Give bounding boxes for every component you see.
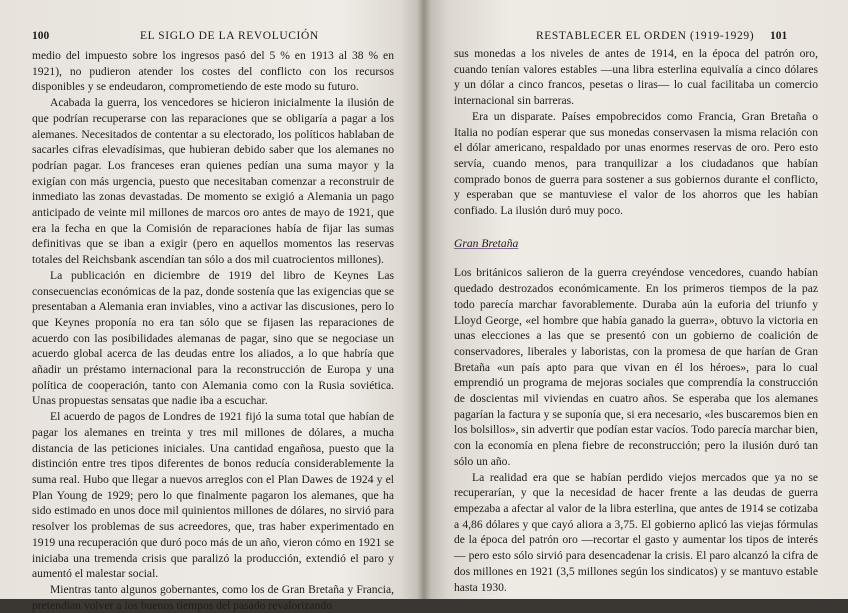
right-page-body bbox=[454, 46, 818, 595]
left-page-body bbox=[32, 48, 394, 613]
page-number-right: 101 bbox=[770, 30, 788, 42]
running-head-right: RESTABLECER EL ORDEN (1919-1929) bbox=[536, 30, 755, 42]
running-head-left: EL SIGLO DE LA REVOLUCIÓN bbox=[140, 30, 319, 42]
section-heading: Gran Bretaña bbox=[454, 236, 519, 250]
paragraph: medio del impuesto sobre los ingresos pasó del 5 % en 1913 al 38 % en 1921), no pudieron atender los costes del conflicto con los recursos disponibles y se endeudaron, comprometiendo de este modo su futuro. bbox=[32, 49, 394, 94]
gutter-shadow-left bbox=[400, 0, 424, 599]
paragraph: El acuerdo de pagos de Londres de 1921 fijó la suma total que habían de pagar los alemanes en treinta y tres mil millones de dólares, a mucha distancia de las peticiones iniciales. Una cantidad engañosa, puesto que la distinción entre tres tipos diferentes de bonos reducía considerablemente la suma real. Hubo que llegar a nuevos arreglos con el Plan Dawes de 1924 y el Plan Young de 1929; pero lo que finalmente pagaron los alemanes, que ha sido estimado en unos doce mil quinientos millones de dólares, no sirvió para resolver los problemas de sus acreedores, que, tras haber experimentado en 1919 una recuperación que duró poco más de un año, vieron cómo en 1921 se iniciaba una tremenda crisis que paralizó la producción, extendió el paro y aumentó el malestar social. bbox=[32, 410, 394, 581]
right-page bbox=[424, 0, 848, 599]
paragraph: Los británicos salieron de la guerra creyéndose vencedores, cuando habían quedado destrozados económicamente. En los primeros tiempos de la paz todo parecía marchar favorablemente. Duraba aún la euforia del triunfo y Lloyd George, «el hombre que había ganado la guerra», obtuvo la victoria en unas elecciones a las que se presentó con un gobierno de coalición de conservadores, liberales y laboristas, con la promesa de que harían de Gran Bretaña «un país apto para que vivan en él los héroes», para lo cual emprendió un programa de mejoras sociales que comprendía la construcción de doscientas mil viviendas en cuatro años. Se esperaba que los alemanes pagarían la factura y se suponía que, si era necesario, «les buscaremos bien en los bolsillos», sin advertir que podían estar vacíos. Todo parecía marchar bien, con la economía en plena fiebre de reconstrucción; pero la ilusión duró tan sólo un año. bbox=[454, 266, 818, 468]
paragraph: Era un disparate. Países empobrecidos como Francia, Gran Bretaña o Italia no podían esperar que sus monedas conservasen la misma relación con el dólar americano, respaldado por unas enormes reservas de oro. Pero esto servía, cuando menos, para tranquilizar a los ciudadanos que habían comprado bonos de guerra para sostener a sus gobiernos durante el conflicto, y esperaban que se mantuviese el valor de los ahorros que les habían confiado. La ilusión duró muy poco. bbox=[454, 109, 818, 218]
paragraph: Mientras tanto algunos gobernantes, como los de Gran Bretaña y Francia, pretendían volver a los buenos tiempos del pasado revalorizando bbox=[32, 582, 394, 612]
paragraph: La publicación en diciembre de 1919 del libro de Keynes Las consecuencias económicas de la paz, donde sostenía que las exigencias que se presentaban a Alemania eran inviables, vino a activar las discusiones, pero lo que Keynes proponía no era tan sólo que se fijasen las reparaciones de acuerdo con las posibilidades alemanas de pagar, sino que se negociase un acuerdo global acerca de las deudas entre los aliados, a lo que habría que añadir un préstamo internacional para la reconstrucción de Europa y una política de cooperación, tanto con Alemania como con la Rusia soviética. Unas propuestas sensatas que nadie iba a escuchar. bbox=[32, 268, 394, 408]
paragraph: sus monedas a los niveles de antes de 1914, en la época del patrón oro, cuando tenían valores estables —una libra esterlina equivalía a cinco dólares y un dólar a cinco francos, pesetas o liras— lo cual facilitaba un comercio internacional sin barreras. bbox=[454, 47, 818, 108]
gutter-shadow-right bbox=[424, 0, 448, 599]
page-number-left: 100 bbox=[32, 30, 50, 42]
paragraph: Acabada la guerra, los vencedores se hicieron inicialmente la ilusión de que podrían recuperarse con las reparaciones que se obligaría a pagar a los alemanes. Necesitados de contentar a su electorado, los políticos hablaban de sacarles cifras elevadísimas, que hubieran debido saber que los alemanes no podrían pagar. Los franceses eran quienes pedían una suma mayor y la exigían con más urgencia, puesto que necesitaban comenzar a reconstruir de inmediato las zonas devastadas. De momento se exigió a Alemania un pago anticipado de veinte mil millones de marcos oro antes de mayo de 1921, que era la fecha en que la Comisión de reparaciones había de fijar las sumas definitivas que se iban a exigir (pero en aquellos momentos las reservas totales del Reichsbank ascendían tan sólo a dos mil cuatrocientos millones). bbox=[32, 96, 394, 267]
left-page bbox=[0, 0, 424, 612]
paragraph: La realidad era que se habían perdido viejos mercados que ya no se recuperarían, y que la necesidad de hacer frente a las deudas de guerra empezaba a afectar al valor de la libra esterlina, que antes de 1914 se cotizaba a 4,86 dólares y que cayó aliora a 3,75. El gobierno aplicó las viejas fórmulas de la época del patrón oro —recortar el gasto y aumentar los tipos de interés— pero esto sólo sirvió para desencadenar la crisis. El paro alcanzó la cifra de dos millones en 1921 (3,5 millones según los sindicatos) y se mantuvo estable hasta 1930. bbox=[454, 470, 818, 594]
